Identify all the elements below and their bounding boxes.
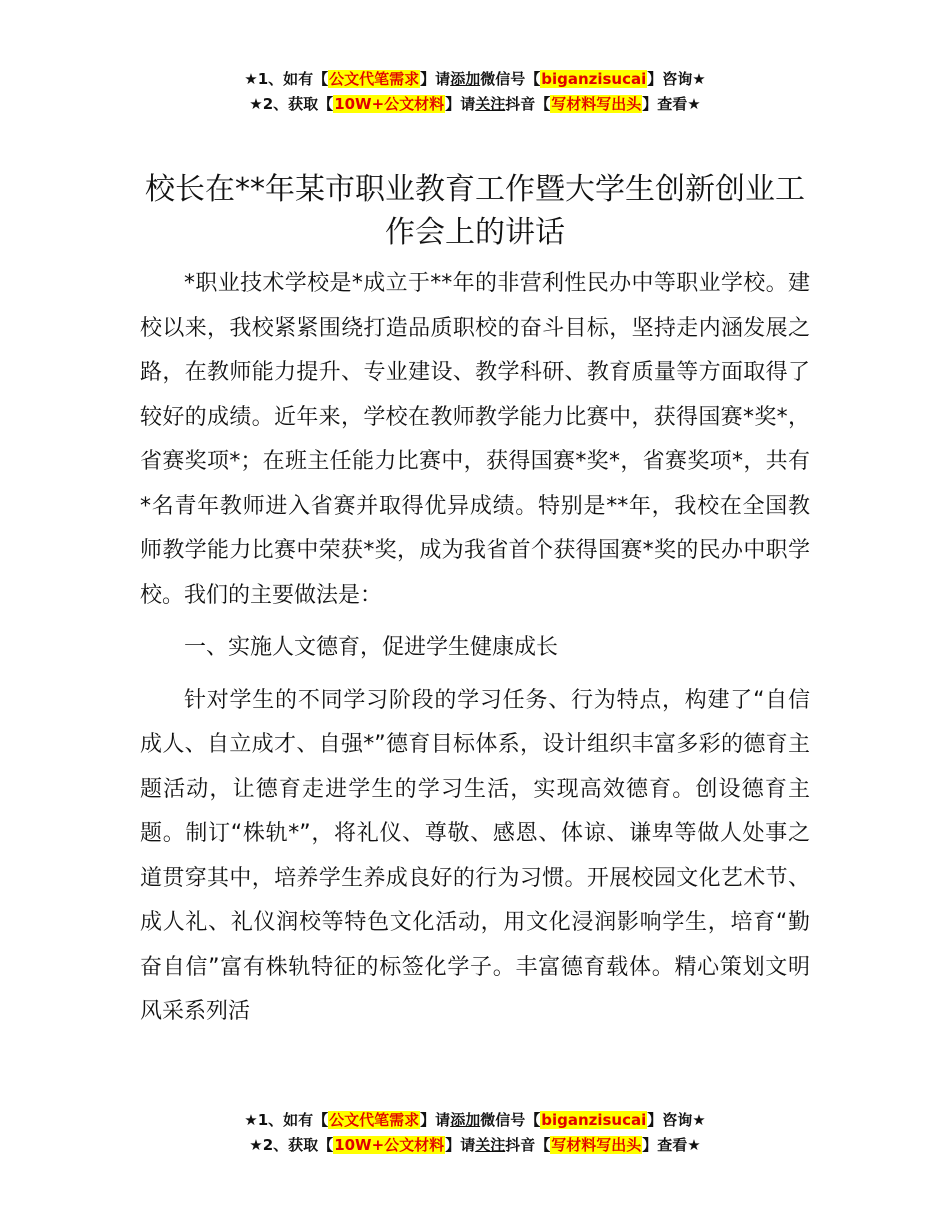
promo-text: 抖音【	[505, 95, 551, 113]
promo-text: ★1、如有【	[244, 70, 329, 88]
promo-text: ★2、获取【	[249, 95, 334, 113]
promo-text: 】咨询★	[647, 1111, 706, 1129]
promo-text: 】请	[420, 70, 451, 88]
paragraph: 针对学生的不同学习阶段的学习任务、行为特点，构建了“自信成人、自立成才、自强*”德育目标体系，设计组织丰富多彩的德育主题活动，让德育走进学生的学习生活，实现高效德育。创设德育主题。制订“株轨*”，将礼仪、尊敬、感恩、体谅、谦卑等做人处事之道贯穿其中，培养学生养成良好的行为习惯。开展校园文化艺术节、成人礼、礼仪润校等特色文化活动，用文化浸润影响学生，培育“勤奋自信”富有株轨特征的标签化学子。丰富德育载体。精心策划文明风采系列活	[140, 687, 810, 1024]
highlight-text: 公文代笔需求	[329, 1111, 420, 1129]
promo-text: 】查看★	[642, 1136, 701, 1154]
promo-text: 】请	[445, 95, 476, 113]
highlight-text: 公文代笔需求	[329, 70, 420, 88]
wechat-id: biganzisucai	[541, 1111, 647, 1129]
promo-text: ★2、获取【	[249, 1136, 334, 1154]
promo-text: 】查看★	[642, 95, 701, 113]
promo-text: 微信号【	[480, 70, 541, 88]
underlined-text: 关注	[475, 95, 506, 113]
promo-banner-top	[0, 67, 950, 117]
promo-text: 抖音【	[505, 1136, 551, 1154]
document-title: 校长在**年某市职业教育工作暨大学生创新创业工作会上的讲话	[145, 172, 805, 250]
promo-text: 微信号【	[480, 1111, 541, 1129]
promo-banner-bottom	[0, 1108, 950, 1158]
promo-line-2	[0, 92, 950, 117]
promo-text: 】咨询★	[647, 70, 706, 88]
highlight-text: 10W+公文材料	[334, 95, 445, 113]
underlined-text: 关注	[475, 1136, 506, 1154]
douyin-account: 写材料写出头	[551, 95, 642, 113]
document-body	[140, 262, 810, 1035]
promo-line-2	[0, 1133, 950, 1158]
douyin-account: 写材料写出头	[551, 1136, 642, 1154]
wechat-id: biganzisucai	[541, 70, 647, 88]
highlight-text: 10W+公文材料	[334, 1136, 445, 1154]
underlined-text: 添加	[450, 70, 481, 88]
paragraph: *职业技术学校是*成立于**年的非营利性民办中等职业学校。建校以来，我校紧紧围绕打造品质职校的奋斗目标，坚持走内涵发展之路，在教师能力提升、专业建设、教学科研、教育质量等方面取得了较好的成绩。近年来，学校在教师教学能力比赛中，获得国赛*奖*，省赛奖项*；在班主任能力比赛中，获得国赛*奖*，省赛奖项*，共有*名青年教师进入省赛并取得优异成绩。特别是**年，我校在全国教师教学能力比赛中荣获*奖，成为我省首个获得国赛*奖的民办中职学校。我们的主要做法是：	[140, 271, 810, 608]
promo-line-1	[0, 67, 950, 92]
underlined-text: 添加	[450, 1111, 481, 1129]
promo-text: ★1、如有【	[244, 1111, 329, 1129]
promo-text: 】请	[445, 1136, 476, 1154]
promo-line-1	[0, 1108, 950, 1133]
promo-text: 】请	[420, 1111, 451, 1129]
section-heading: 一、实施人文德育，促进学生健康成长	[184, 635, 559, 660]
